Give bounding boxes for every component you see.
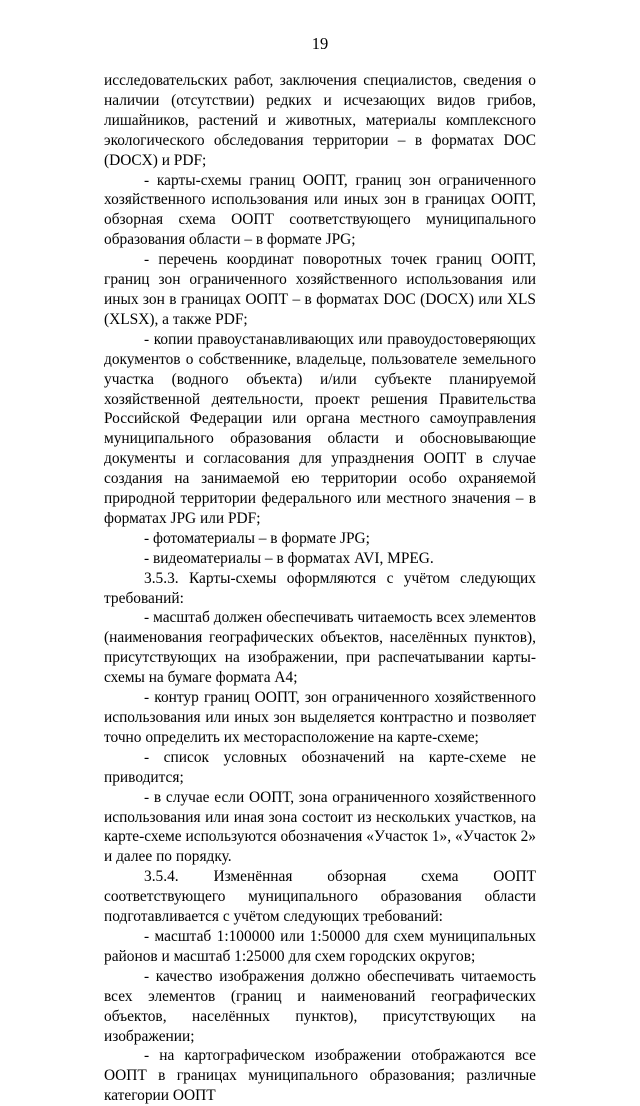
list-item-photos: - фотоматериалы – в формате JPG; <box>144 529 370 547</box>
list-item-overview-scale: - масштаб 1:100000 или 1:50000 для схем муниципальных районов и масштаб 1:25000 для схем городских округов; <box>104 927 536 965</box>
list-item-coordinates: - перечень координат поворотных точек границ ООПТ, границ зон ограниченного хозяйственного использования или иных зон в границах ООПТ – в форматах DOC (DOCX) или XLS (XLSX), а также PDF; <box>104 251 536 328</box>
list-item-contour-contrast: - контур границ ООПТ, зон ограниченного хозяйственного использования или иных зон выделяется контрастно и позволяет точно определить их месторасположение на карте-схеме; <box>104 689 536 746</box>
list-item-videos: - видеоматериалы – в форматах AVI, MPEG. <box>144 549 434 567</box>
list-item-all-protected-areas: - на картографическом изображении отображаются все ООПТ в границах муниципального образования; различные категории ООПТ <box>104 1047 536 1105</box>
list-item-ownership-documents: - копии правоустанавливающих или правоудостоверяющих документов о собственнике, владельце, пользователе земельного участка (водного объекта) и/или субъекте планируемой хозяйственной деятельности, проект решения Правительства Российской Федерации или органа местного самоуправления муниципального образования области и обосновывающие документы и согласования для упразднения ООПТ в случае создания на занимаемой ею территории особо охраняемой природной территории федерального или местного значения – в форматах JPG или PDF; <box>104 330 536 527</box>
section-3-5-4-heading: 3.5.4. Изменённая обзорная схема ООПТ соответствующего муниципального образования области подготавливается с учётом следующих требований: <box>104 868 536 926</box>
section-3-5-3-heading: 3.5.3. Карты-схемы оформляются с учётом следующих требований: <box>104 569 536 607</box>
list-item-boundary-maps: - карты-схемы границ ООПТ, границ зон ограниченного хозяйственного использования или иных зон в границах ООПТ, обзорная схема ООПТ соответствующего муниципального образования области – в формате JPG; <box>104 171 536 249</box>
list-item-no-legend: - список условных обозначений на карте-схеме не приводится; <box>104 748 536 786</box>
list-item-plot-numbering: - в случае если ООПТ, зона ограниченного хозяйственного использования или иная зона состоит из нескольких участков, на карте-схеме используются обозначения «Участок 1», «Участок 2» и далее по порядку. <box>104 788 536 866</box>
paragraph-research-materials: исследовательских работ, заключения специалистов, сведения о наличии (отсутствии) редких и исчезающих видов грибов, лишайников, растений и животных, материалы комплексного экологического обследования территории – в форматах DOC (DOCX) и PDF; <box>104 72 536 169</box>
document-body <box>104 71 536 1106</box>
page-number: 19 <box>311 34 329 53</box>
list-item-scale-readability: - масштаб должен обеспечивать читаемость всех элементов (наименования географических объектов, населённых пунктов), присутствующих на изображении, при распечатывании карты-схемы на бумаге формата А4; <box>104 609 536 687</box>
list-item-image-quality: - качество изображения должно обеспечивать читаемость всех элементов (границ и наименований географических объектов, населённых пунктов), присутствующих на изображении; <box>104 967 536 1045</box>
